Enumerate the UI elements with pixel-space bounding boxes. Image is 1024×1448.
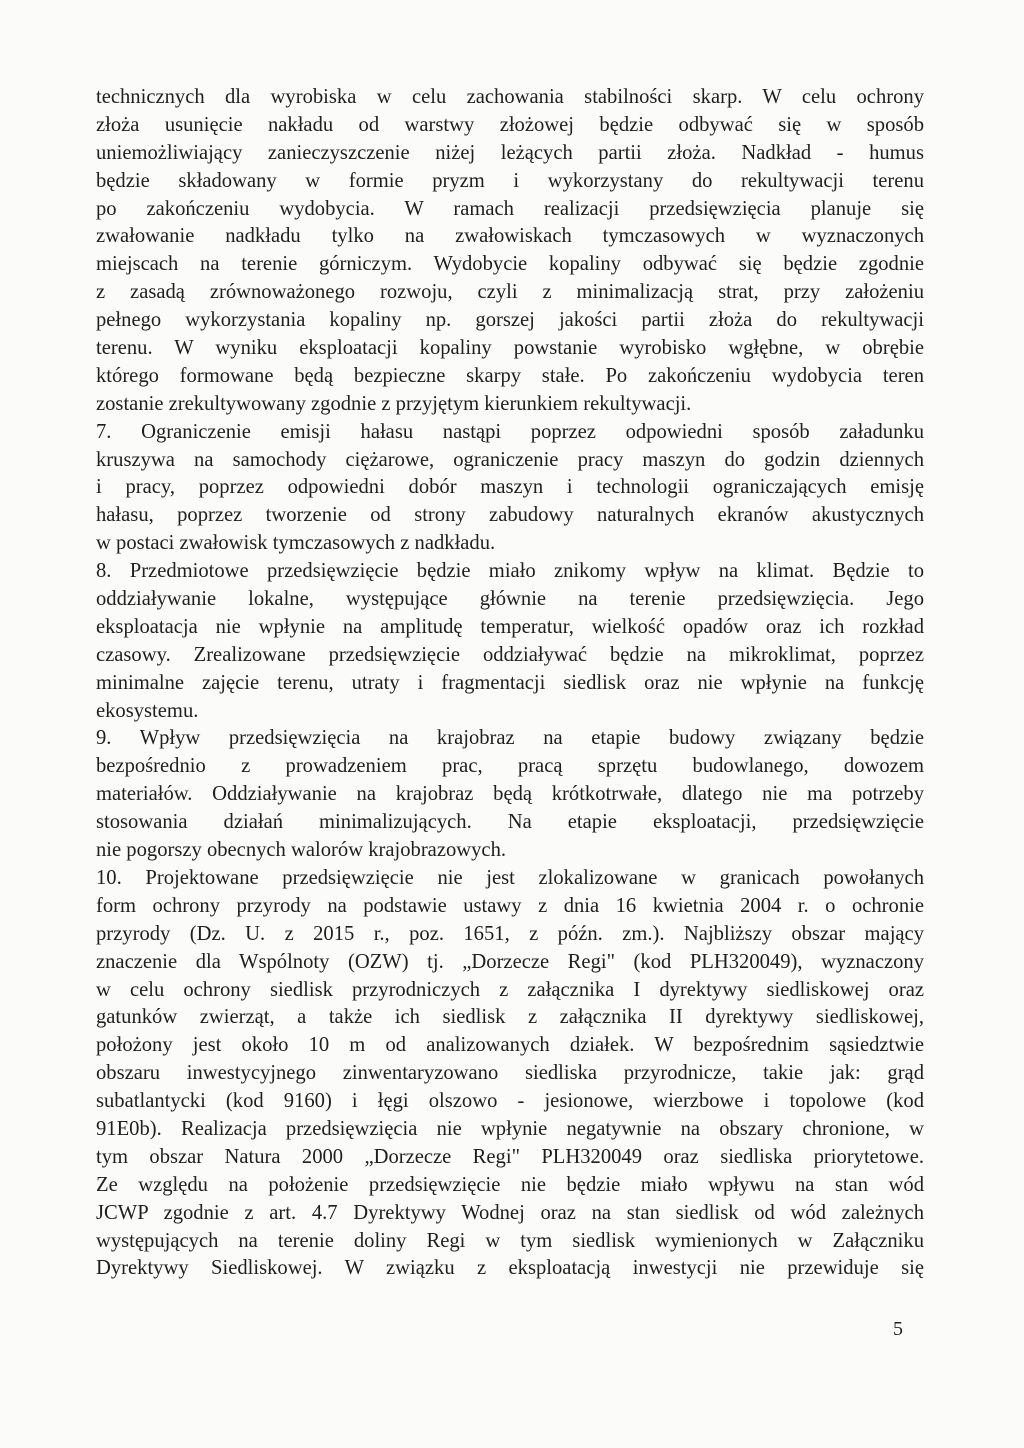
- text-line: terenu. W wyniku eksploatacji kopaliny powstanie wyrobisko wgłębne, w obrębie: [96, 337, 924, 360]
- text-line: gatunków zwierząt, a także ich siedlisk z załącznika II dyrektywy siedliskowej,: [96, 1006, 924, 1029]
- text-line: 10. Projektowane przedsięwzięcie nie jest zlokalizowane w granicach powołanych: [96, 866, 924, 889]
- text-line: JCWP zgodnie z art. 4.7 Dyrektywy Wodnej oraz na stan siedlisk od wód zależnych: [96, 1201, 924, 1224]
- text-line: w postaci zwałowisk tymczasowych z nadkładu.: [96, 532, 496, 555]
- text-line: oddziaływanie lokalne, występujące głównie na terenie przedsięwzięcia. Jego: [96, 588, 924, 611]
- text-line: 7. Ograniczenie emisji hałasu nastąpi poprzez odpowiedni sposób załadunku: [96, 420, 924, 443]
- text-line: występujących na terenie doliny Regi w tym siedlisk wymienionych w Załączniku: [96, 1229, 924, 1252]
- text-line: tym obszar Natura 2000 „Dorzecze Regi" PLH320049 oraz siedliska priorytetowe.: [96, 1145, 924, 1168]
- text-line: zwałowanie nadkładu tylko na zwałowiskach tymczasowych w wyznaczonych: [96, 225, 924, 248]
- text-line: i pracy, poprzez odpowiedni dobór maszyn i technologii ograniczających emisję: [96, 476, 924, 499]
- text-line: zostanie zrekultywowany zgodnie z przyjętym kierunkiem rekultywacji.: [96, 392, 692, 415]
- text-line: ekosystemu.: [96, 699, 199, 722]
- text-line: technicznych dla wyrobiska w celu zachowania stabilności skarp. W celu ochrony: [96, 86, 924, 108]
- text-line: przyrody (Dz. U. z 2015 r., poz. 1651, z późn. zm.). Najbliższy obszar mający: [96, 922, 924, 945]
- text-line: 9. Wpływ przedsięwzięcia na krajobraz na etapie budowy związany będzie: [96, 727, 924, 750]
- text-line: materiałów. Oddziaływanie na krajobraz będą krótkotrwałe, dlatego nie ma potrzeby: [96, 783, 924, 806]
- text-line: kruszywa na samochody ciężarowe, ograniczenie pracy maszyn do godzin dziennych: [96, 448, 924, 471]
- text-line: 8. Przedmiotowe przedsięwzięcie będzie miało znikomy wpływ na klimat. Będzie to: [96, 560, 924, 583]
- text-line: miejscach na terenie górniczym. Wydobycie kopaliny odbywać się będzie zgodnie: [96, 253, 924, 276]
- text-line: eksploatacja nie wpłynie na amplitudę temperatur, wielkość opadów oraz ich rozkład: [96, 615, 924, 638]
- text-line: położony jest około 10 m od analizowanych działek. W bezpośrednim sąsiedztwie: [96, 1034, 924, 1057]
- text-line: pełnego wykorzystania kopaliny np. gorszej jakości partii złoża do rekultywacji: [96, 309, 924, 332]
- text-line: złoża usunięcie nakładu od warstwy złożowej będzie odbywać się w sposób: [96, 113, 924, 136]
- text-line: nie pogorszy obecnych walorów krajobrazowych.: [96, 839, 507, 862]
- text-line: z zasadą zrównoważonego rozwoju, czyli z minimalizacją strat, przy założeniu: [96, 281, 924, 304]
- text-line: form ochrony przyrody na podstawie ustawy z dnia 16 kwietnia 2004 r. o ochronie: [96, 894, 924, 917]
- text-line: czasowy. Zrealizowane przedsięwzięcie oddziaływać będzie na mikroklimat, poprzez: [96, 643, 924, 666]
- text-line: obszaru inwestycyjnego zinwentaryzowano siedliska przyrodnicze, takie jak: grąd: [96, 1062, 924, 1085]
- text-line: uniemożliwiający zanieczyszczenie niżej leżących partii złoża. Nadkład - humus: [96, 141, 924, 164]
- page-number: 5: [893, 1318, 903, 1340]
- text-line: którego formowane będą bezpieczne skarpy stałe. Po zakończeniu wydobycia teren: [96, 364, 924, 387]
- text-line: subatlantycki (kod 9160) i łęgi olszowo - jesionowe, wierzbowe i topolowe (kod: [96, 1090, 924, 1113]
- text-line: minimalne zajęcie terenu, utraty i fragmentacji siedlisk oraz nie wpłynie na funkcję: [96, 671, 924, 694]
- text-line: znaczenie dla Wspólnoty (OZW) tj. „Dorzecze Regi" (kod PLH320049), wyznaczony: [96, 950, 924, 973]
- text-line: 91E0b). Realizacja przedsięwzięcia nie wpłynie negatywnie na obszary chronione, w: [96, 1117, 924, 1140]
- text-line: Ze względu na położenie przedsięwzięcie nie będzie miało wpływu na stan wód: [96, 1173, 924, 1196]
- text-line: będzie składowany w formie pryzm i wykorzystany do rekultywacji terenu: [96, 169, 924, 192]
- text-line: Dyrektywy Siedliskowej. W związku z eksploatacją inwestycji nie przewiduje się: [96, 1257, 924, 1280]
- text-line: hałasu, poprzez tworzenie od strony zabudowy naturalnych ekranów akustycznych: [96, 504, 924, 527]
- body-text: [96, 84, 924, 1283]
- text-line: bezpośrednio z prowadzeniem prac, pracą sprzętu budowlanego, dowozem: [96, 755, 924, 778]
- text-line: stosowania działań minimalizujących. Na etapie eksploatacji, przedsięwzięcie: [96, 811, 924, 834]
- text-line: po zakończeniu wydobycia. W ramach realizacji przedsięwzięcia planuje się: [96, 197, 924, 220]
- text-line: w celu ochrony siedlisk przyrodniczych z załącznika I dyrektywy siedliskowej oraz: [96, 978, 924, 1001]
